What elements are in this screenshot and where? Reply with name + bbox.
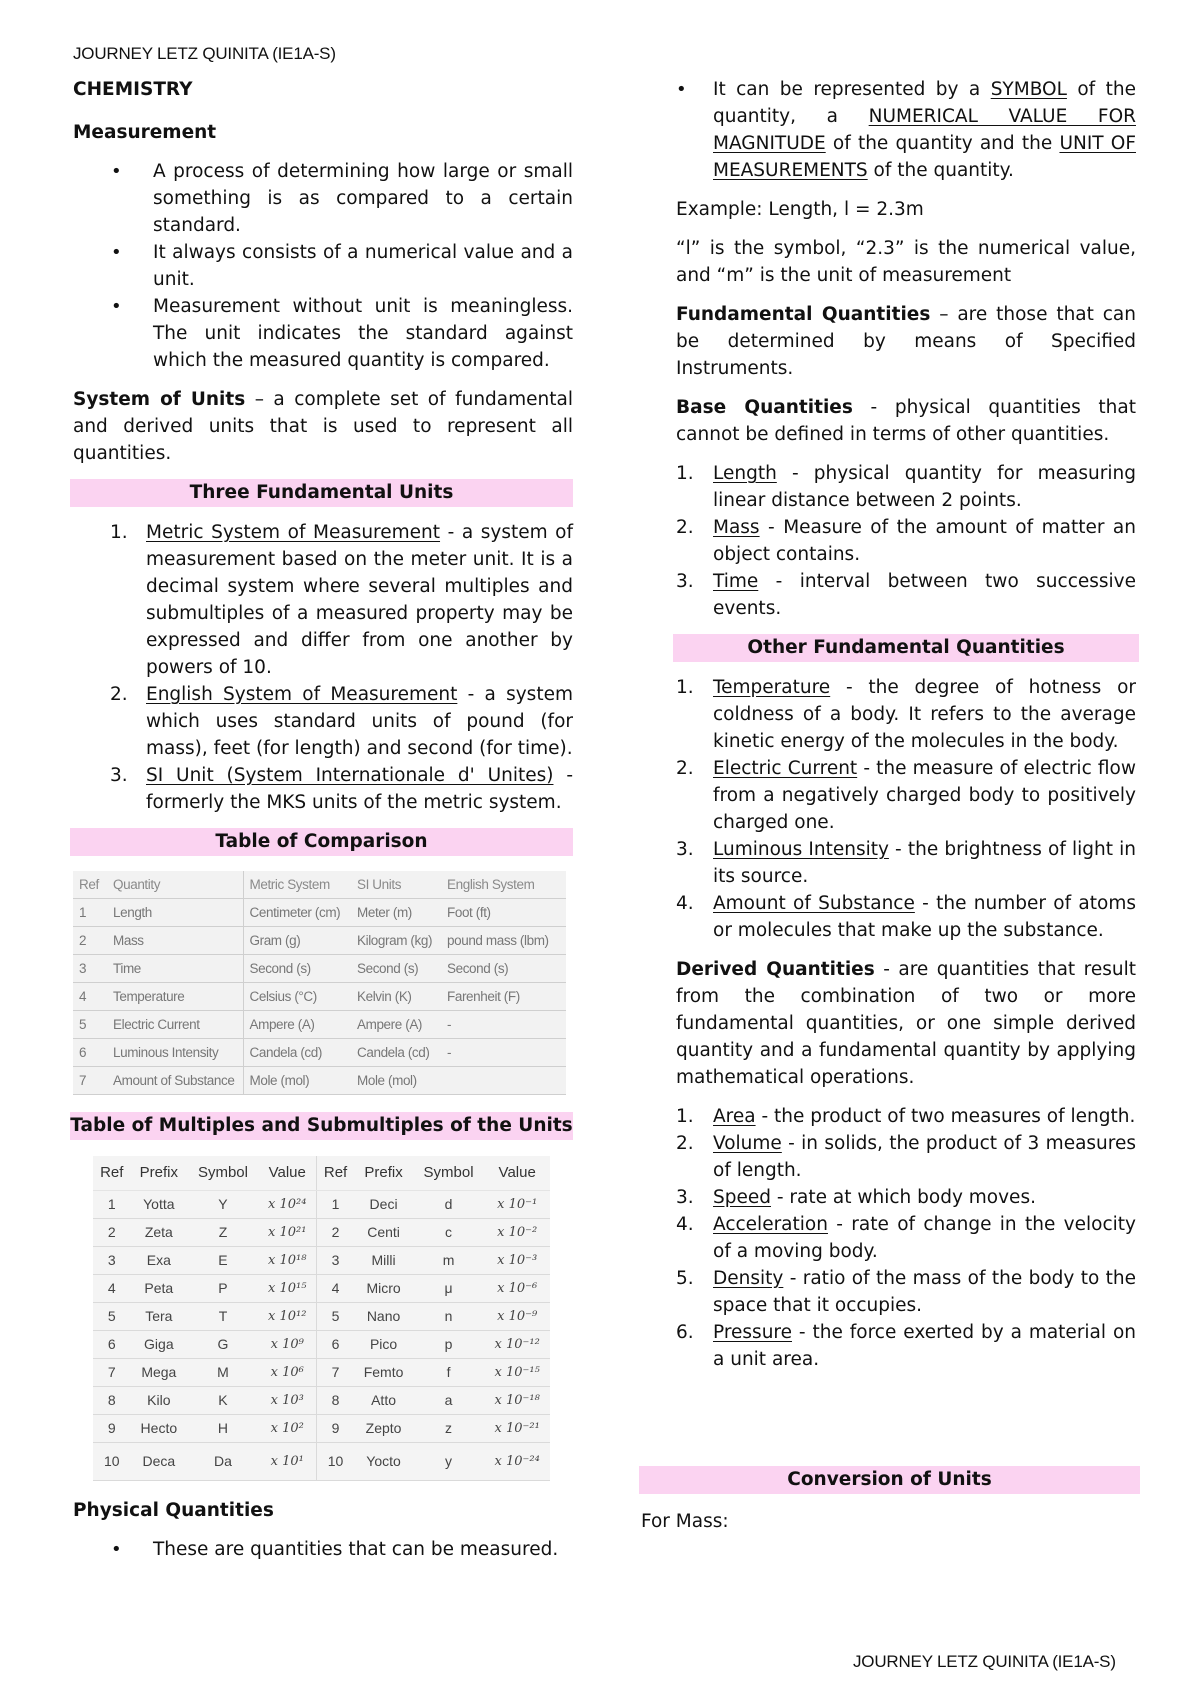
item-text: - rate of change in the velocity of a moving body. bbox=[713, 1214, 1136, 1262]
cell: x 10² bbox=[259, 1414, 316, 1442]
item-number: 1. bbox=[110, 522, 128, 543]
item-text: - the number of atoms or molecules that make up the substance. bbox=[713, 893, 1136, 941]
cell: Z bbox=[187, 1218, 259, 1246]
table-row bbox=[93, 1386, 550, 1414]
list-item bbox=[676, 1130, 1136, 1184]
cell: Meter (m) bbox=[351, 899, 441, 927]
item-text: - the product of two measures of length. bbox=[755, 1106, 1136, 1127]
cell: x 10⁻³ bbox=[484, 1246, 550, 1274]
item-number: 2. bbox=[676, 517, 694, 538]
for-mass-label: For Mass: bbox=[641, 1511, 729, 1532]
cell: Hecto bbox=[131, 1414, 188, 1442]
subject-title: CHEMISTRY bbox=[73, 79, 193, 100]
cell: Deci bbox=[354, 1190, 412, 1218]
header-cell: Ref bbox=[73, 871, 107, 899]
cell: x 10⁻¹² bbox=[484, 1330, 550, 1358]
cell: Kilo bbox=[131, 1386, 188, 1414]
table-row bbox=[93, 1330, 550, 1358]
header-cell: Symbol bbox=[187, 1156, 259, 1190]
term: System of Units bbox=[73, 389, 246, 410]
item-number: 3. bbox=[676, 571, 694, 592]
item-number: 2. bbox=[676, 758, 694, 779]
three-units-list bbox=[73, 519, 573, 816]
cell: x 10¹ bbox=[259, 1442, 316, 1480]
cell: 1 bbox=[73, 899, 107, 927]
cell: x 10⁻²¹ bbox=[484, 1414, 550, 1442]
cell: x 10⁻² bbox=[484, 1218, 550, 1246]
cell: Centi bbox=[354, 1218, 412, 1246]
right-column bbox=[676, 76, 1136, 1373]
cell: x 10⁻¹ bbox=[484, 1190, 550, 1218]
item-term: Mass bbox=[713, 517, 760, 538]
list-item bbox=[676, 1211, 1136, 1265]
item-number: 4. bbox=[676, 893, 694, 914]
text-part: It can be represented by a bbox=[713, 79, 991, 100]
table-row bbox=[93, 1246, 550, 1274]
conversion-band: Conversion of Units bbox=[639, 1466, 1140, 1494]
system-of-units-paragraph bbox=[73, 386, 573, 467]
list-item bbox=[676, 1184, 1136, 1211]
item-term: Speed bbox=[713, 1187, 771, 1208]
item-text: - the force exerted by a material on a unit area. bbox=[713, 1322, 1136, 1370]
cell: 2 bbox=[93, 1218, 131, 1246]
header-cell: Metric System bbox=[243, 871, 351, 899]
cell: y bbox=[413, 1442, 485, 1480]
cell: Peta bbox=[131, 1274, 188, 1302]
term: Fundamental Quantities bbox=[676, 304, 931, 325]
fundamental-paragraph bbox=[676, 301, 1136, 382]
header-cell: SI Units bbox=[351, 871, 441, 899]
item-number: 6. bbox=[676, 1322, 694, 1343]
cell: 8 bbox=[316, 1386, 354, 1414]
other-quantities-band: Other Fundamental Quantities bbox=[673, 634, 1139, 662]
cell: Micro bbox=[354, 1274, 412, 1302]
item-term: Time bbox=[713, 571, 759, 592]
item-text: - physical quantity for measuring linear distance between 2 points. bbox=[713, 463, 1136, 511]
table-header-row bbox=[93, 1156, 550, 1190]
list-item bbox=[676, 890, 1136, 944]
item-term: Density bbox=[713, 1268, 784, 1289]
header-cell: English System bbox=[441, 871, 566, 899]
measurement-heading: Measurement bbox=[73, 122, 217, 143]
item-term: Acceleration bbox=[713, 1214, 828, 1235]
list-item: • Measurement without unit is meaningless. The unit indicates the standard against which the measured quantity is compared. bbox=[73, 293, 573, 374]
list-item bbox=[676, 836, 1136, 890]
item-term: Length bbox=[713, 463, 777, 484]
cell: Luminous Intensity bbox=[107, 1039, 243, 1067]
cell: T bbox=[187, 1302, 259, 1330]
cell: x 10⁻⁹ bbox=[484, 1302, 550, 1330]
cell: Electric Current bbox=[107, 1011, 243, 1039]
cell: z bbox=[413, 1414, 485, 1442]
item-number: 3. bbox=[676, 1187, 694, 1208]
item-number: 3. bbox=[110, 765, 128, 786]
cell: Second (s) bbox=[441, 955, 566, 983]
cell: Amount of Substance bbox=[107, 1067, 243, 1095]
cell: p bbox=[413, 1330, 485, 1358]
table-row bbox=[73, 1039, 566, 1067]
cell: 10 bbox=[93, 1442, 131, 1480]
cell: Kelvin (K) bbox=[351, 983, 441, 1011]
cell: 9 bbox=[93, 1414, 131, 1442]
item-term: Temperature bbox=[713, 677, 831, 698]
cell: Farenheit (F) bbox=[441, 983, 566, 1011]
three-units-band: Three Fundamental Units bbox=[70, 479, 573, 507]
cell: Nano bbox=[354, 1302, 412, 1330]
cell: μ bbox=[413, 1274, 485, 1302]
cell: c bbox=[413, 1218, 485, 1246]
left-column bbox=[70, 76, 574, 1563]
item-number: 2. bbox=[110, 684, 128, 705]
cell: 10 bbox=[316, 1442, 354, 1480]
cell: Time bbox=[107, 955, 243, 983]
item-number: 3. bbox=[676, 839, 694, 860]
cell: 5 bbox=[316, 1302, 354, 1330]
item-number: 1. bbox=[676, 1106, 694, 1127]
definition: - physical quantities that cannot be defined in terms of other quantities. bbox=[676, 397, 1136, 445]
cell: Yotta bbox=[131, 1190, 188, 1218]
cell: Da bbox=[187, 1442, 259, 1480]
definition: - are quantities that result from the combination of two or more fundamental quantities, or one simple derived quantity and a fundamental quantity by applying mathematical operations. bbox=[676, 959, 1136, 1088]
cell: Deca bbox=[131, 1442, 188, 1480]
item-text: - a system of measurement based on the meter unit. It is a decimal system where several multiples and submultiples of a measured property may be expressed and differ from one another by powers of 10. bbox=[146, 522, 574, 678]
item-number: 5. bbox=[676, 1268, 694, 1289]
item-text: - in solids, the product of 3 measures of length. bbox=[713, 1133, 1136, 1181]
list-item bbox=[676, 1319, 1136, 1373]
cell: pound mass (lbm) bbox=[441, 927, 566, 955]
physical-quantities-list bbox=[73, 1536, 573, 1563]
cell: - bbox=[441, 1011, 566, 1039]
other-quantities-list bbox=[676, 674, 1136, 944]
term: Base Quantities bbox=[676, 397, 853, 418]
cell: x 10⁻¹⁵ bbox=[484, 1358, 550, 1386]
cell: Giga bbox=[131, 1330, 188, 1358]
list-item bbox=[676, 755, 1136, 836]
list-item bbox=[676, 1265, 1136, 1319]
header-cell: Symbol bbox=[413, 1156, 485, 1190]
item-number: 1. bbox=[676, 677, 694, 698]
cell: Exa bbox=[131, 1246, 188, 1274]
cell: Gram (g) bbox=[243, 927, 351, 955]
cell: K bbox=[187, 1386, 259, 1414]
table-row bbox=[93, 1218, 550, 1246]
item-text: - the degree of hotness or coldness of a body. It refers to the average kinetic energy of the molecules in the body. bbox=[713, 677, 1136, 752]
item-text: - the brightness of light in its source. bbox=[713, 839, 1136, 887]
cell: x 10²⁴ bbox=[259, 1190, 316, 1218]
item-term: Pressure bbox=[713, 1322, 792, 1343]
table-row bbox=[73, 955, 566, 983]
list-item bbox=[676, 1103, 1136, 1130]
cell: Milli bbox=[354, 1246, 412, 1274]
table-row bbox=[73, 983, 566, 1011]
cell: 5 bbox=[93, 1302, 131, 1330]
item-term: English System of Measurement bbox=[146, 684, 458, 705]
cell: Candela (cd) bbox=[351, 1039, 441, 1067]
definition: – a complete set of fundamental and derived units that is used to represent all quantities. bbox=[73, 389, 573, 464]
cell: Celsius (°C) bbox=[243, 983, 351, 1011]
cell: H bbox=[187, 1414, 259, 1442]
list-item bbox=[73, 519, 573, 681]
table-row bbox=[93, 1190, 550, 1218]
cell: Mass bbox=[107, 927, 243, 955]
numerical-value-term: NUMERICAL VALUE FOR MAGNITUDE bbox=[713, 106, 1136, 154]
header-cell: Ref bbox=[93, 1156, 131, 1190]
item-text: - the measure of electric flow from a negatively charged body to positively charged one. bbox=[713, 758, 1136, 833]
cell: x 10¹⁵ bbox=[259, 1274, 316, 1302]
cell bbox=[441, 1067, 566, 1095]
item-text: - ratio of the mass of the body to the space that it occupies. bbox=[713, 1268, 1136, 1316]
cell: 1 bbox=[93, 1190, 131, 1218]
item-text: - formerly the MKS units of the metric system. bbox=[146, 765, 573, 813]
text-part: of the quantity. bbox=[867, 160, 1014, 181]
cell: 9 bbox=[316, 1414, 354, 1442]
unit-term: UNIT OF MEASUREMENTS bbox=[713, 133, 1136, 181]
cell: Zepto bbox=[354, 1414, 412, 1442]
list-item bbox=[676, 460, 1136, 514]
cell: 6 bbox=[73, 1039, 107, 1067]
cell: - bbox=[441, 1039, 566, 1067]
definition: – are those that can be determined by means of Specified Instruments. bbox=[676, 304, 1136, 379]
list-item bbox=[676, 76, 1136, 184]
header-cell: Ref bbox=[316, 1156, 354, 1190]
cell: 6 bbox=[93, 1330, 131, 1358]
cell: n bbox=[413, 1302, 485, 1330]
cell: Y bbox=[187, 1190, 259, 1218]
list-item bbox=[676, 674, 1136, 755]
list-item bbox=[73, 681, 573, 762]
example-line: Example: Length, l = 2.3m bbox=[676, 199, 924, 220]
table-row bbox=[73, 899, 566, 927]
cell: d bbox=[413, 1190, 485, 1218]
item-term: SI Unit (System Internationale d' Unites) bbox=[146, 765, 554, 786]
cell: Yocto bbox=[354, 1442, 412, 1480]
table-row bbox=[93, 1302, 550, 1330]
cell: Tera bbox=[131, 1302, 188, 1330]
item-text: - a system which uses standard units of pound (for mass), feet (for length) and second (for time). bbox=[146, 684, 573, 759]
cell: M bbox=[187, 1358, 259, 1386]
cell: Foot (ft) bbox=[441, 899, 566, 927]
table-row bbox=[73, 1011, 566, 1039]
item-number: 2. bbox=[676, 1133, 694, 1154]
cell: x 10⁹ bbox=[259, 1330, 316, 1358]
header-cell: Prefix bbox=[354, 1156, 412, 1190]
cell: Second (s) bbox=[351, 955, 441, 983]
cell: 3 bbox=[93, 1246, 131, 1274]
cell: Candela (cd) bbox=[243, 1039, 351, 1067]
table-row bbox=[93, 1442, 550, 1480]
cell: 3 bbox=[73, 955, 107, 983]
header-cell: Quantity bbox=[107, 871, 243, 899]
table-header-row bbox=[73, 871, 566, 899]
cell: Zeta bbox=[131, 1218, 188, 1246]
comparison-band: Table of Comparison bbox=[70, 828, 573, 856]
symbol-term: SYMBOL bbox=[990, 79, 1067, 100]
cell: 7 bbox=[316, 1358, 354, 1386]
list-item bbox=[73, 762, 573, 816]
table-row bbox=[73, 927, 566, 955]
cell: 4 bbox=[93, 1274, 131, 1302]
cell: x 10⁻⁶ bbox=[484, 1274, 550, 1302]
cell: P bbox=[187, 1274, 259, 1302]
cell: 7 bbox=[93, 1358, 131, 1386]
multiples-table bbox=[93, 1156, 550, 1481]
text-part: of the quantity and the bbox=[825, 133, 1060, 154]
item-term: Volume bbox=[713, 1133, 782, 1154]
cell: x 10⁶ bbox=[259, 1358, 316, 1386]
cell: m bbox=[413, 1246, 485, 1274]
measurement-list bbox=[73, 158, 573, 374]
cell: x 10²¹ bbox=[259, 1218, 316, 1246]
cell: Ampere (A) bbox=[243, 1011, 351, 1039]
cell: 5 bbox=[73, 1011, 107, 1039]
item-text: - Measure of the amount of matter an object contains. bbox=[713, 517, 1136, 565]
item-text: - rate at which body moves. bbox=[771, 1187, 1036, 1208]
cell: Ampere (A) bbox=[351, 1011, 441, 1039]
cell: Temperature bbox=[107, 983, 243, 1011]
cell: f bbox=[413, 1358, 485, 1386]
cell: 2 bbox=[316, 1218, 354, 1246]
item-term: Luminous Intensity bbox=[713, 839, 889, 860]
multiples-band: Table of Multiples and Submultiples of the Units bbox=[70, 1112, 573, 1140]
page-footer: JOURNEY LETZ QUINITA (IE1A-S) bbox=[853, 1652, 1116, 1671]
header-cell: Prefix bbox=[131, 1156, 188, 1190]
represent-list bbox=[676, 76, 1136, 184]
item-number: 4. bbox=[676, 1214, 694, 1235]
cell: 2 bbox=[73, 927, 107, 955]
table-row bbox=[93, 1274, 550, 1302]
cell: Mega bbox=[131, 1358, 188, 1386]
cell: 4 bbox=[73, 983, 107, 1011]
cell: x 10³ bbox=[259, 1386, 316, 1414]
comparison-table bbox=[73, 871, 566, 1095]
base-list bbox=[676, 460, 1136, 622]
cell: x 10⁻¹⁸ bbox=[484, 1386, 550, 1414]
cell: x 10¹² bbox=[259, 1302, 316, 1330]
item-term: Electric Current bbox=[713, 758, 858, 779]
cell: Kilogram (kg) bbox=[351, 927, 441, 955]
cell: Atto bbox=[354, 1386, 412, 1414]
list-item: • It always consists of a numerical value and a unit. bbox=[73, 239, 573, 293]
cell: Femto bbox=[354, 1358, 412, 1386]
cell: Pico bbox=[354, 1330, 412, 1358]
list-item: • A process of determining how large or small something is as compared to a certain standard. bbox=[73, 158, 573, 239]
cell: x 10⁻²⁴ bbox=[484, 1442, 550, 1480]
cell: Length bbox=[107, 899, 243, 927]
cell: 3 bbox=[316, 1246, 354, 1274]
item-term: Metric System of Measurement bbox=[146, 522, 441, 543]
cell: E bbox=[187, 1246, 259, 1274]
cell: 1 bbox=[316, 1190, 354, 1218]
text-part: of the quantity, a bbox=[713, 79, 1136, 127]
item-term: Area bbox=[713, 1106, 756, 1127]
example-explanation: “l” is the symbol, “2.3” is the numerical value, and “m” is the unit of measurement bbox=[676, 238, 1136, 286]
cell: x 10¹⁸ bbox=[259, 1246, 316, 1274]
cell: Mole (mol) bbox=[351, 1067, 441, 1095]
derived-paragraph bbox=[676, 956, 1136, 1091]
cell: 7 bbox=[73, 1067, 107, 1095]
cell: a bbox=[413, 1386, 485, 1414]
cell: G bbox=[187, 1330, 259, 1358]
list-item bbox=[676, 514, 1136, 568]
table-row bbox=[93, 1414, 550, 1442]
table-row bbox=[73, 1067, 566, 1095]
header-cell: Value bbox=[259, 1156, 316, 1190]
physical-quantities-heading: Physical Quantities bbox=[73, 1499, 274, 1521]
cell: Mole (mol) bbox=[243, 1067, 351, 1095]
cell: Centimeter (cm) bbox=[243, 899, 351, 927]
term: Derived Quantities bbox=[676, 959, 875, 980]
cell: 4 bbox=[316, 1274, 354, 1302]
list-item bbox=[676, 568, 1136, 622]
cell: 6 bbox=[316, 1330, 354, 1358]
item-term: Amount of Substance bbox=[713, 893, 915, 914]
list-item: • These are quantities that can be measured. bbox=[73, 1536, 573, 1563]
base-paragraph bbox=[676, 394, 1136, 448]
cell: 8 bbox=[93, 1386, 131, 1414]
item-text: - interval between two successive events. bbox=[713, 571, 1136, 619]
table-row bbox=[93, 1358, 550, 1386]
item-number: 1. bbox=[676, 463, 694, 484]
derived-list bbox=[676, 1103, 1136, 1373]
page-header: JOURNEY LETZ QUINITA (IE1A-S) bbox=[73, 44, 336, 63]
header-cell: Value bbox=[484, 1156, 550, 1190]
cell: Second (s) bbox=[243, 955, 351, 983]
